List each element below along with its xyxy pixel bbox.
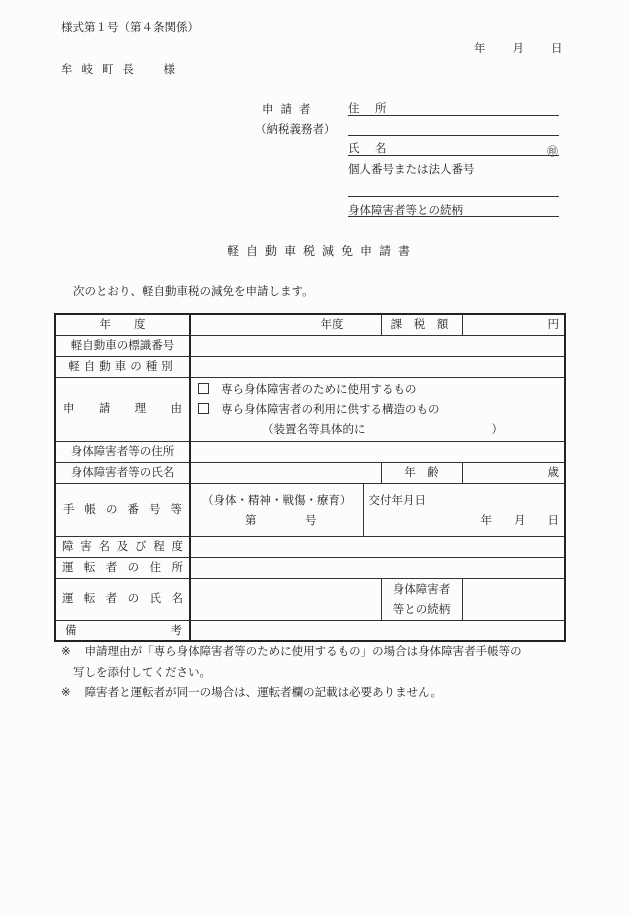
reason-option-2[interactable] [198, 399, 559, 419]
handbook-categories: （身体・精神・戦傷・療育） [202, 492, 352, 507]
driver-relationship-label-2: 等との続柄 [392, 602, 451, 616]
table-row-vehicle-type [55, 356, 565, 377]
remarks-label-cell [55, 620, 190, 641]
device-note[interactable] [198, 419, 559, 439]
plate-label: 軽自動車の標識番号 [70, 337, 175, 352]
issue-date-cell[interactable] [363, 483, 565, 536]
checkbox-icon[interactable] [198, 403, 209, 414]
applicant-label: 申請者 [262, 102, 318, 116]
disabled-address-label: 身体障害者等の住所 [70, 443, 175, 458]
driver-relationship-input-cell[interactable] [462, 578, 565, 620]
driver-address-input-cell[interactable] [190, 557, 565, 578]
table-row-year [55, 314, 565, 335]
reason-option-1-text: 専ら身体障害者のために使用するもの [221, 382, 417, 396]
tax-amount-input-cell[interactable] [462, 314, 565, 335]
issue-month-label: 月 [514, 512, 526, 527]
driver-relationship-label-1: 身体障害者 [392, 582, 451, 596]
driver-address-label-cell [55, 557, 190, 578]
applicant-sublabel: （納税義務者） [255, 122, 336, 136]
tax-unit: 円 [547, 317, 559, 331]
disability-label: 障 害 名 及 び 程 度 [62, 538, 183, 553]
year-input-cell[interactable] [190, 314, 381, 335]
issue-year-label: 年 [480, 512, 492, 527]
vehicle-type-label-cell [55, 356, 190, 377]
age-input-cell[interactable] [462, 462, 565, 483]
applicant-address-line-2[interactable] [348, 135, 559, 136]
handbook-number-suffix: 号 [305, 512, 317, 527]
remarks-input-cell[interactable] [190, 620, 565, 641]
disabled-name-input-cell[interactable] [190, 462, 381, 483]
tax-amount-label-cell [381, 314, 462, 335]
reason-label: 申 請 理 由 [63, 401, 182, 416]
year-label-cell [55, 314, 190, 335]
applicant-name-line[interactable] [348, 155, 559, 156]
document-title: 軽自動車税減免申請書 [226, 244, 417, 258]
note-1-text: 申請理由が「専ら身体障害者等のために使用するもの」の場合は身体障害者手帳等の [84, 644, 522, 658]
table-row-disabled-address [55, 441, 565, 462]
age-unit: 歳 [547, 464, 559, 479]
table-row-handbook [55, 483, 565, 536]
table-row-plate [55, 335, 565, 356]
remarks-label: 備 考 [65, 622, 182, 637]
disabled-name-label: 身体障害者等の氏名 [70, 464, 175, 479]
handbook-label: 手 帳 の 番 号 等 [63, 501, 182, 516]
note-2 [61, 687, 442, 699]
handbook-number-prefix: 第 [245, 512, 257, 527]
applicant-address-label: 住 所 [348, 101, 389, 115]
plate-input-cell[interactable] [190, 335, 565, 356]
reason-label-cell [55, 377, 190, 441]
issue-date-fields [369, 510, 560, 530]
application-table [54, 313, 566, 642]
year-label: 年 度 [99, 317, 146, 331]
year-suffix: 年度 [320, 317, 344, 331]
date-year-label: 年 [474, 41, 486, 55]
driver-name-label-cell [55, 578, 190, 620]
seal-icon: ㊞ [547, 145, 558, 158]
issue-date-label: 交付年月日 [368, 492, 426, 507]
age-label: 年 齢 [404, 464, 439, 479]
disability-input-cell[interactable] [190, 536, 565, 557]
table-row-remarks [55, 620, 565, 641]
table-row-driver-name [55, 578, 565, 620]
age-label-cell [381, 462, 462, 483]
table-row-disability [55, 536, 565, 557]
applicant-address-line-1[interactable] [348, 115, 559, 116]
driver-name-input-cell[interactable] [190, 578, 381, 620]
reason-option-2-text: 専ら身体障害者の利用に供する構造のもの [221, 402, 440, 416]
device-note-close: ） [491, 422, 503, 436]
device-note-open: （装置名等具体的に [262, 422, 366, 436]
handbook-number [195, 510, 359, 530]
applicant-id-number-label: 個人番号または法人番号 [348, 162, 475, 176]
tax-amount-label: 課 税 額 [390, 317, 453, 331]
applicant-relationship-line[interactable] [348, 216, 559, 217]
vehicle-type-input-cell[interactable] [190, 356, 565, 377]
vehicle-type-label: 軽自動車の種別 [68, 358, 177, 373]
plate-label-cell [55, 335, 190, 356]
applicant-name-label: 氏 名 [348, 141, 389, 155]
form-number: 様式第１号（第４条関係） [61, 20, 199, 34]
reason-option-1[interactable] [198, 379, 559, 399]
issue-day-label: 日 [547, 512, 559, 527]
note-1-continuation: 写しを添付してください。 [73, 665, 211, 679]
disabled-address-label-cell [55, 441, 190, 462]
applicant-id-number-line[interactable] [348, 196, 559, 197]
date-field[interactable] [474, 43, 563, 55]
checkbox-icon[interactable] [198, 383, 209, 394]
applicant-relationship-label: 身体障害者等との続柄 [348, 203, 463, 217]
disability-label-cell [55, 536, 190, 557]
table-row-driver-address [55, 557, 565, 578]
date-day-label: 日 [551, 41, 563, 55]
addressee: 牟岐町長 様 [61, 62, 184, 76]
date-month-label: 月 [512, 41, 524, 55]
driver-relationship-label-cell [381, 578, 462, 620]
disabled-name-label-cell [55, 462, 190, 483]
table-row-disabled-name [55, 462, 565, 483]
reason-options-cell [190, 377, 565, 441]
note-mark: ※ [61, 644, 71, 658]
note-2-text: 障害者と運転者が同一の場合は、運転者欄の記載は必要ありません。 [84, 685, 442, 699]
handbook-label-cell [55, 483, 190, 536]
handbook-number-cell[interactable] [190, 483, 363, 536]
intro-text: 次のとおり、軽自動車税の減免を申請します。 [73, 284, 314, 298]
note-1 [61, 646, 522, 658]
disabled-address-input-cell[interactable] [190, 441, 565, 462]
table-row-reason [55, 377, 565, 441]
driver-name-label: 運 転 者 の 氏 名 [62, 591, 183, 606]
note-mark: ※ [61, 685, 71, 699]
driver-address-label: 運 転 者 の 住 所 [62, 559, 183, 574]
